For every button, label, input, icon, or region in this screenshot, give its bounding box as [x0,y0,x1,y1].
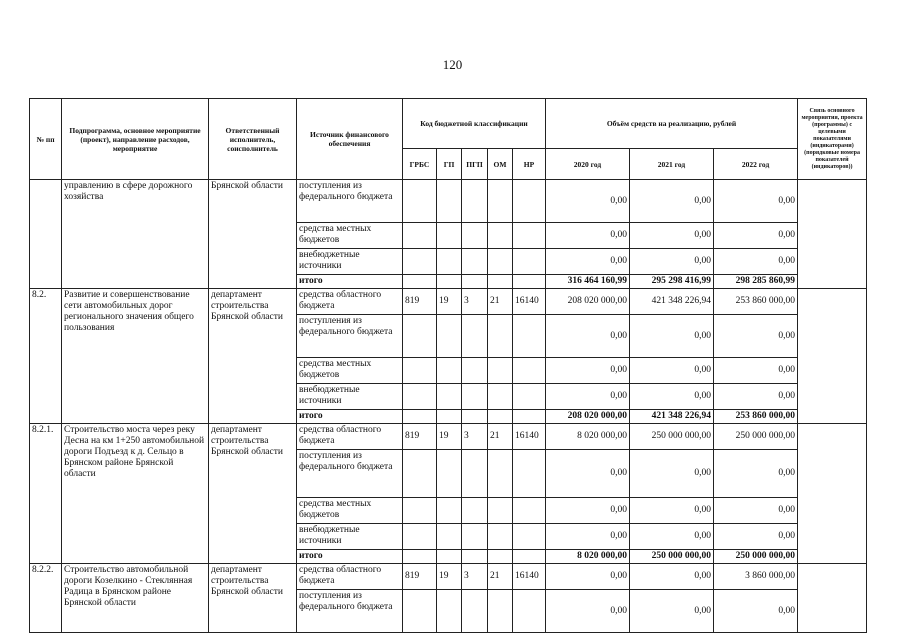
header-2020: 2020 год [546,149,630,180]
row-program-name: управлению в сфере дорожного хозяйства [62,180,209,289]
code-cell: 819 [403,289,437,315]
value-cell: 0,00 [630,223,714,249]
code-cell: 3 [462,424,488,450]
value-cell: 0,00 [546,524,630,550]
value-cell: 8 020 000,00 [546,424,630,450]
header-no: № пп [30,99,62,180]
row-program-name: Развитие и совершенствование сети автомобильных дорог регионального значения общего пользования [62,289,209,424]
value-cell: 3 860 000,00 [714,564,798,590]
source-extra: внебюджетные источники [297,249,403,275]
link-cell [798,564,867,633]
value-cell: 0,00 [546,450,630,498]
value-cell: 0,00 [714,384,798,410]
source-federal: поступления из федерального бюджета [297,450,403,498]
total-cell: 253 860 000,00 [714,410,798,424]
link-cell [798,180,867,289]
header-executor: Ответственный исполнитель, соисполнитель [209,99,297,180]
value-cell: 0,00 [630,180,714,223]
total-cell: 421 348 226,94 [630,410,714,424]
value-cell: 0,00 [714,249,798,275]
header-gp: ГП [437,149,462,180]
total-cell: 250 000 000,00 [630,550,714,564]
table-row [30,180,867,223]
row-no [30,180,62,289]
header-2021: 2021 год [630,149,714,180]
source-federal: поступления из федерального бюджета [297,180,403,223]
header-om: ОМ [488,149,513,180]
value-cell: 0,00 [630,590,714,633]
value-cell: 0,00 [546,223,630,249]
header-pgp: ПГП [462,149,488,180]
source-regional: средства областного бюджета [297,289,403,315]
link-cell [798,424,867,564]
value-cell: 0,00 [546,498,630,524]
value-cell: 250 000 000,00 [630,424,714,450]
table-row [30,564,867,590]
code-cell: 21 [488,289,513,315]
value-cell: 0,00 [630,564,714,590]
code-cell: 3 [462,289,488,315]
value-cell: 0,00 [546,249,630,275]
code-cell: 819 [403,564,437,590]
value-cell: 208 020 000,00 [546,289,630,315]
header-np: НР [513,149,546,180]
source-total: итого [297,275,403,289]
source-federal: поступления из федерального бюджета [297,315,403,358]
row-no: 8.2.2. [30,564,62,633]
link-cell [798,289,867,424]
source-local: средства местных бюджетов [297,498,403,524]
source-local: средства местных бюджетов [297,223,403,249]
row-executor: департамент строительства Брянской области [209,289,297,424]
value-cell: 0,00 [714,315,798,358]
header-source: Источник финансового обеспечения [297,99,403,180]
code-cell: 21 [488,424,513,450]
value-cell: 0,00 [630,315,714,358]
value-cell: 0,00 [546,358,630,384]
value-cell: 0,00 [630,384,714,410]
value-cell: 253 860 000,00 [714,289,798,315]
row-no: 8.2. [30,289,62,424]
source-extra: внебюджетные источники [297,524,403,550]
header-2022: 2022 год [714,149,798,180]
header-program: Подпрограмма, основное мероприятие (проект), направление расходов, мероприятие [62,99,209,180]
value-cell: 0,00 [630,358,714,384]
row-executor: департамент строительства Брянской области [209,424,297,564]
value-cell: 0,00 [630,524,714,550]
source-federal: поступления из федерального бюджета [297,590,403,633]
code-cell: 19 [437,289,462,315]
value-cell: 0,00 [546,590,630,633]
code-cell: 21 [488,564,513,590]
code-cell: 16140 [513,289,546,315]
total-cell: 298 285 860,99 [714,275,798,289]
row-program-name: Строительство автомобильной дороги Козелкино - Стеклянная Радица в Брянском районе Брянской области [62,564,209,633]
value-cell: 0,00 [546,180,630,223]
code-cell: 819 [403,424,437,450]
total-cell: 316 464 160,99 [546,275,630,289]
code-cell: 19 [437,424,462,450]
code-cell: 16140 [513,424,546,450]
value-cell: 0,00 [546,564,630,590]
table-row [30,289,867,315]
page-number: 120 [442,57,463,72]
value-cell: 0,00 [714,498,798,524]
total-cell: 8 020 000,00 [546,550,630,564]
value-cell: 0,00 [630,498,714,524]
value-cell: 0,00 [714,223,798,249]
header-row-1 [30,99,867,149]
value-cell: 250 000 000,00 [714,424,798,450]
value-cell: 0,00 [546,384,630,410]
header-link: Связь основного мероприятия, проекта (программы) с целевыми показателями (индикаторами) (порядковые номера показателей (индикаторов)) [798,99,867,180]
source-regional: средства областного бюджета [297,424,403,450]
source-regional: средства областного бюджета [297,564,403,590]
value-cell: 0,00 [714,180,798,223]
row-executor: департамент строительства Брянской области [209,564,297,633]
header-grbs: ГРБС [403,149,437,180]
value-cell: 0,00 [714,590,798,633]
code-cell: 16140 [513,564,546,590]
total-cell: 250 000 000,00 [714,550,798,564]
value-cell: 0,00 [714,450,798,498]
code-cell: 19 [437,564,462,590]
table-row [30,424,867,450]
source-total: итого [297,550,403,564]
header-budget-code: Код бюджетной классификации [403,99,546,149]
value-cell: 421 348 226,94 [630,289,714,315]
total-cell: 208 020 000,00 [546,410,630,424]
value-cell: 0,00 [714,524,798,550]
row-no: 8.2.1. [30,424,62,564]
value-cell: 0,00 [714,358,798,384]
budget-table [29,98,867,633]
row-executor: Брянской области [209,180,297,289]
total-cell: 295 298 416,99 [630,275,714,289]
source-local: средства местных бюджетов [297,358,403,384]
code-cell: 3 [462,564,488,590]
header-volume: Объём средств на реализацию, рублей [546,99,798,149]
source-total: итого [297,410,403,424]
value-cell: 0,00 [630,249,714,275]
source-extra: внебюджетные источники [297,384,403,410]
value-cell: 0,00 [630,450,714,498]
value-cell: 0,00 [546,315,630,358]
row-program-name: Строительство моста через реку Десна на км 1+250 автомобильной дороги Подъезд к д. Сельцо в Брянском районе Брянской области [62,424,209,564]
